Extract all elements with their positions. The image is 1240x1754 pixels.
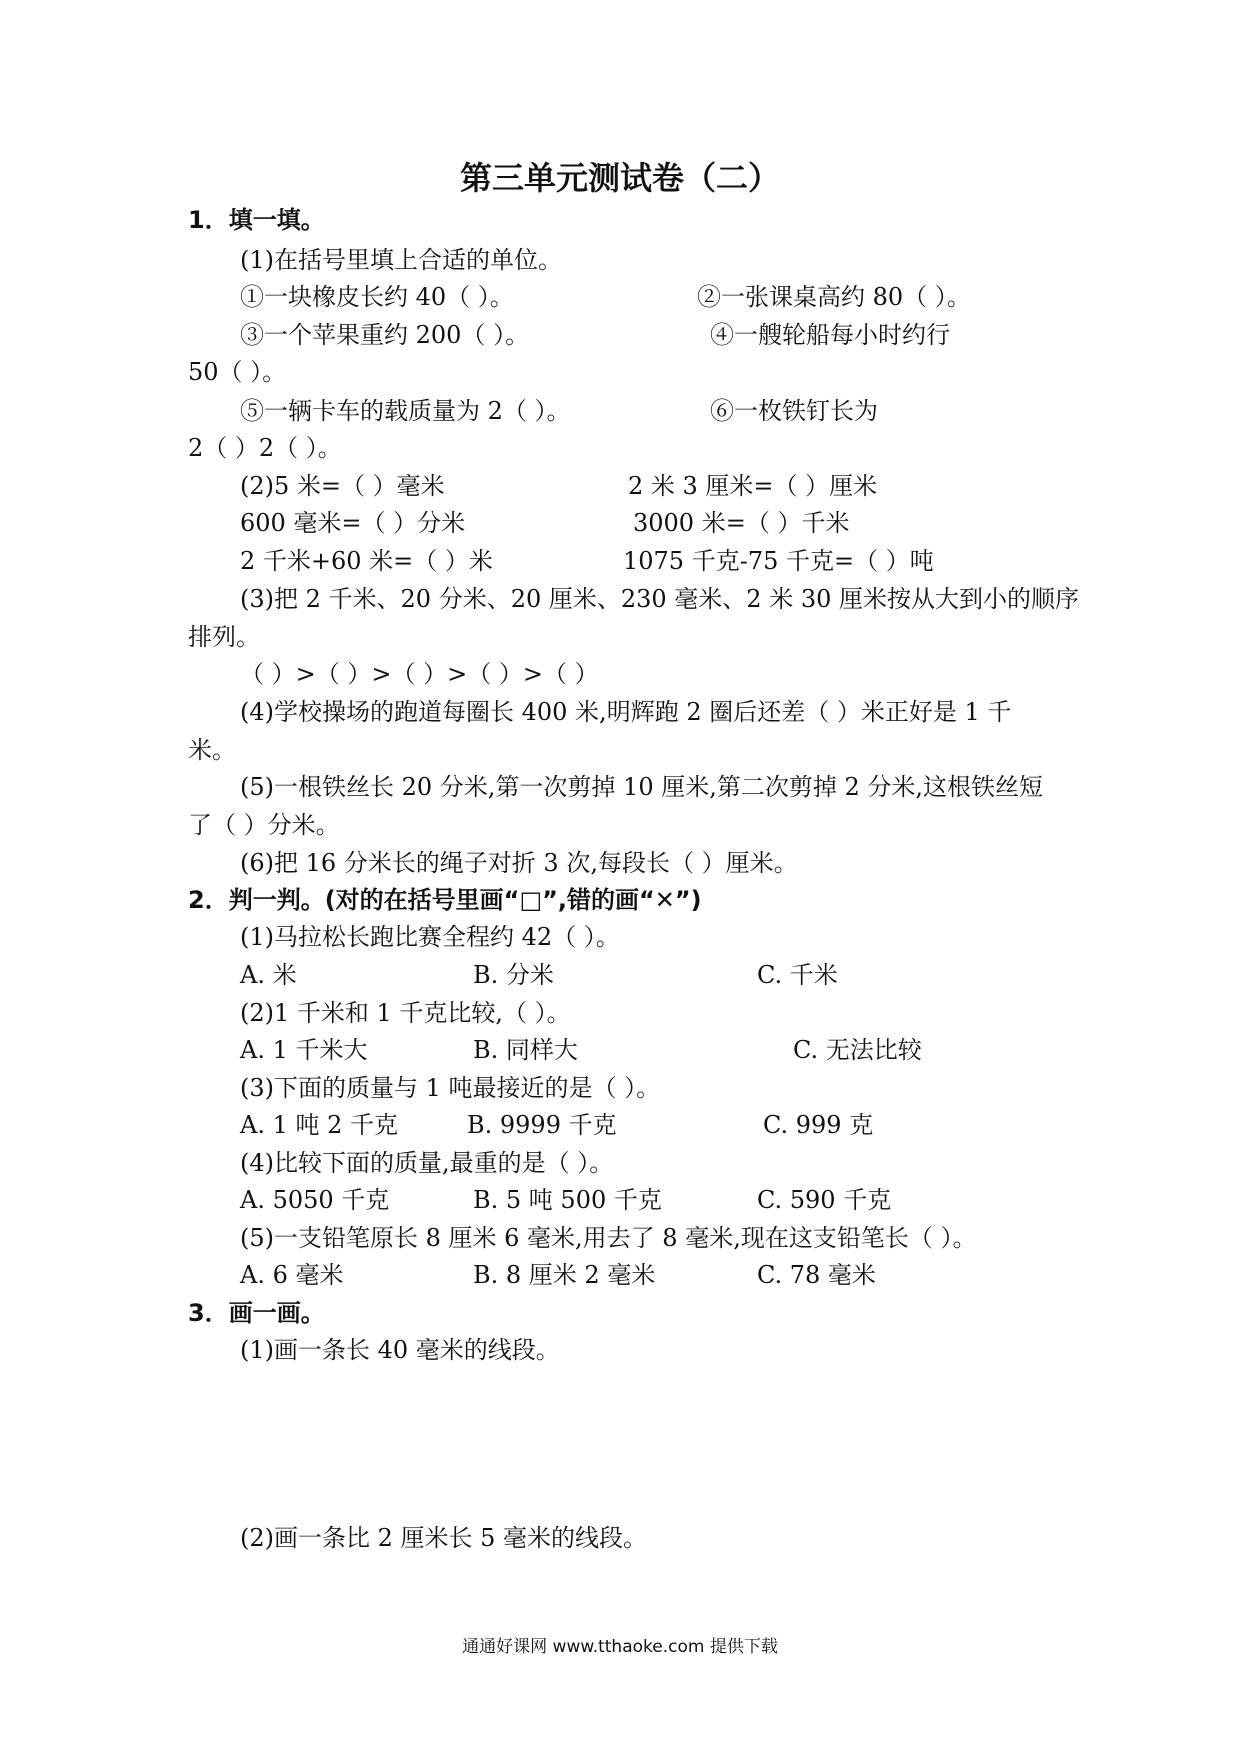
s2-q5-option-b: B. 8 厘米 2 毫米 bbox=[473, 1261, 656, 1289]
s1-q1-intro: (1)在括号里填上合适的单位。 bbox=[240, 246, 562, 274]
s2-q3: (3)下面的质量与 1 吨最接近的是（ ）。 bbox=[240, 1074, 661, 1102]
footer-credit: 通通好课网 www.tthaoke.com 提供下载 bbox=[462, 1637, 778, 1657]
section3-heading: 3．画一画。 bbox=[188, 1299, 325, 1327]
s2-q1-option-b: B. 分米 bbox=[473, 961, 554, 989]
s1-q3-blanks: （ ）>（ ）>（ ）>（ ）>（ ） bbox=[240, 660, 599, 688]
s2-q3-option-b: B. 9999 千克 bbox=[467, 1111, 617, 1139]
s2-q3-option-a: A. 1 吨 2 千克 bbox=[240, 1111, 399, 1139]
s2-q5-option-a: A. 6 毫米 bbox=[240, 1261, 344, 1289]
s2-q3-option-c: C. 999 克 bbox=[763, 1111, 874, 1139]
s1-q1-a: ①一块橡皮长约 40（ ）。 bbox=[240, 283, 514, 311]
s1-q1-d-line1: ④一艘轮船每小时约行 bbox=[710, 321, 950, 349]
s1-q2-r3a: 2 千米+60 米=（ ）米 bbox=[240, 547, 493, 575]
s1-q5-line2: 了（ ）分米。 bbox=[188, 811, 340, 839]
s1-q4-line1: (4)学校操场的跑道每圈长 400 米,明辉跑 2 圈后还差（ ）米正好是 1 千 bbox=[240, 698, 1012, 726]
s2-q5: (5)一支铅笔原长 8 厘米 6 毫米,用去了 8 毫米,现在这支铅笔长（ ）。 bbox=[240, 1224, 977, 1252]
s2-q2-option-b: B. 同样大 bbox=[473, 1036, 578, 1064]
s1-q3-line1: (3)把 2 千米、20 分米、20 厘米、230 毫米、2 米 30 厘米按从大到小的顺序 bbox=[240, 585, 1079, 613]
s2-q4-option-a: A. 5050 千克 bbox=[240, 1186, 390, 1214]
section1-heading: 1．填一填。 bbox=[188, 206, 325, 234]
s2-q2-option-a: A. 1 千米大 bbox=[240, 1036, 368, 1064]
s1-q1-f-line1: ⑥一枚铁钉长为 bbox=[710, 397, 878, 425]
s2-q2-option-c: C. 无法比较 bbox=[793, 1036, 922, 1064]
s1-q2-r1a: (2)5 米=（ ）毫米 bbox=[240, 472, 445, 500]
s2-q4: (4)比较下面的质量,最重的是（ ）。 bbox=[240, 1149, 614, 1177]
s1-q2-r2b: 3000 米=（ ）千米 bbox=[633, 509, 850, 537]
s2-q1-option-c: C. 千米 bbox=[757, 961, 838, 989]
s2-q4-option-b: B. 5 吨 500 千克 bbox=[473, 1186, 662, 1214]
s1-q1-d-line2: 50（ ）。 bbox=[188, 358, 287, 386]
page-title: 第三单元测试卷（二） bbox=[459, 159, 780, 197]
s1-q6: (6)把 16 分米长的绳子对折 3 次,每段长（ ）厘米。 bbox=[240, 849, 798, 877]
s3-q2: (2)画一条比 2 厘米长 5 毫米的线段。 bbox=[240, 1524, 648, 1552]
s1-q2-r3b: 1075 千克-75 千克=（ ）吨 bbox=[623, 547, 934, 575]
s2-q1: (1)马拉松长跑比赛全程约 42（ ）。 bbox=[240, 923, 620, 951]
s3-q1: (1)画一条长 40 毫米的线段。 bbox=[240, 1336, 560, 1364]
s2-q5-option-c: C. 78 毫米 bbox=[757, 1261, 876, 1289]
s1-q1-b: ②一张课桌高约 80（ ）。 bbox=[697, 283, 971, 311]
section2-heading: 2．判一判。(对的在括号里画“□”,错的画“✕”) bbox=[188, 886, 702, 914]
s1-q1-f-line2: 2（ ）2（ ）。 bbox=[188, 434, 342, 462]
s2-q2: (2)1 千米和 1 千克比较,（ ）。 bbox=[240, 999, 571, 1027]
s1-q3-line2: 排列。 bbox=[188, 623, 260, 651]
s1-q2-r1b: 2 米 3 厘米=（ ）厘米 bbox=[628, 472, 878, 500]
s1-q2-r2a: 600 毫米=（ ）分米 bbox=[240, 509, 466, 537]
s1-q1-e: ⑤一辆卡车的载质量为 2（ ）。 bbox=[240, 397, 571, 425]
s2-q1-option-a: A. 米 bbox=[240, 961, 297, 989]
s2-q4-option-c: C. 590 千克 bbox=[757, 1186, 892, 1214]
s1-q5-line1: (5)一根铁丝长 20 分米,第一次剪掉 10 厘米,第二次剪掉 2 分米,这根铁丝短 bbox=[240, 773, 1044, 801]
s1-q4-line2: 米。 bbox=[188, 736, 236, 764]
s1-q1-c: ③一个苹果重约 200（ ）。 bbox=[240, 321, 530, 349]
